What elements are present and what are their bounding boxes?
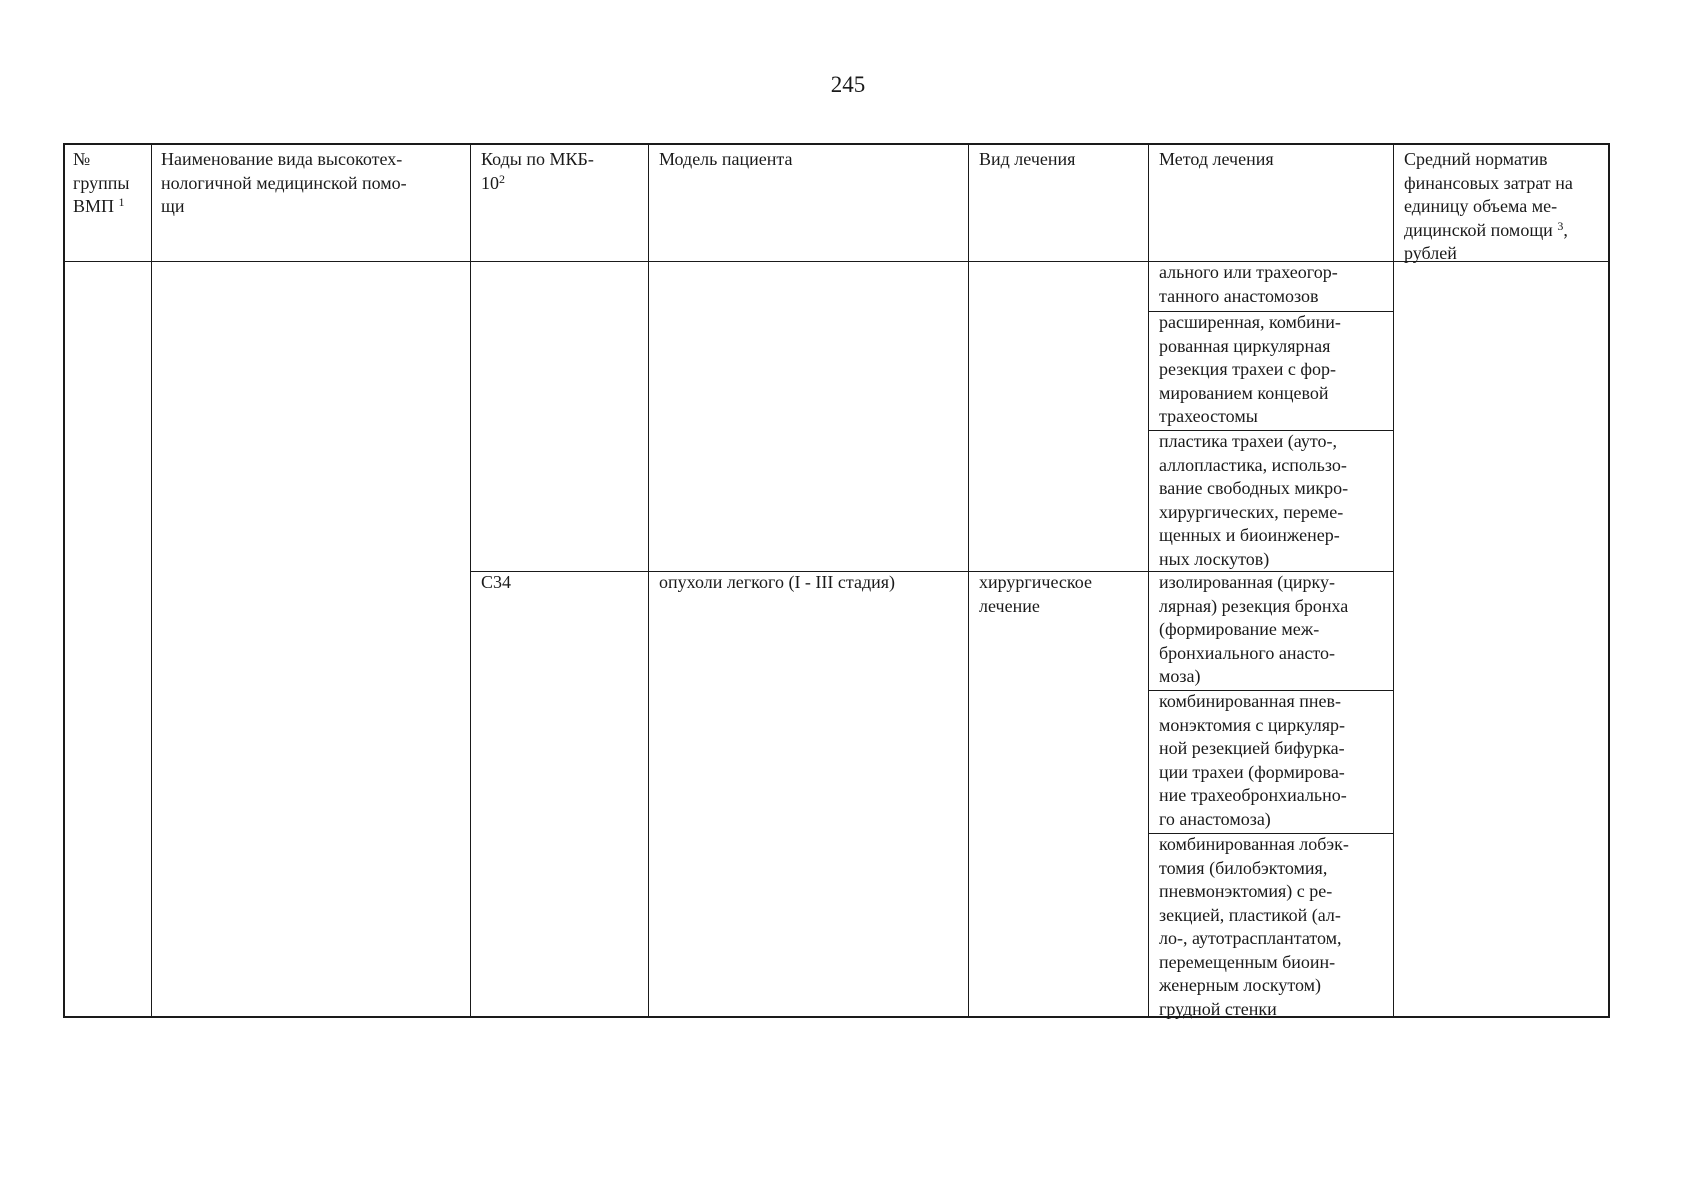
method-cell: пластика трахеи (ауто-, аллопластика, использо- вание свободных микро- хирургических, переме- щенных и биоинженер- ных лоскутов) bbox=[1159, 431, 1349, 569]
footnote-1: 1 bbox=[118, 195, 125, 209]
header-group-no-line: ВМП $^1$ bbox=[73, 195, 125, 216]
method-cell: расширенная, комбини- рованная циркулярная резекция трахеи с фор- мированием концевой трахеостомы bbox=[1159, 312, 1341, 426]
vmp-table bbox=[63, 143, 1610, 1018]
header-patient-model: Модель пациента bbox=[659, 149, 793, 169]
method-cell: изолированная (цирку- лярная) резекция бронха (формирование меж- бронхиального анасто- моза) bbox=[1159, 572, 1349, 686]
header-treatment-method: Метод лечения bbox=[1159, 149, 1274, 169]
col-divider bbox=[470, 145, 471, 1016]
footnote-2: 2 bbox=[499, 171, 505, 186]
page-number: 245 bbox=[830, 72, 866, 97]
header-group-no-line: группы bbox=[73, 172, 130, 193]
method-cell: комбинированная пнев- монэктомия с циркуляр- ной резекцией бифурка- ции трахеи (формирова- ние трахеобронхиально- го анастомоза) bbox=[1159, 691, 1347, 829]
col-divider bbox=[151, 145, 152, 1016]
col-divider bbox=[648, 145, 649, 1016]
header-treatment-type: Вид лечения bbox=[979, 149, 1076, 169]
header-icd-codes: Коды по МКБ- $10^2$ bbox=[481, 149, 594, 193]
col-divider bbox=[1393, 145, 1394, 1016]
treatment-type-c34: хирургическое лечение bbox=[979, 572, 1092, 616]
header-group-no bbox=[73, 148, 130, 219]
method-cell: ального или трахеогор- танного анастомозов bbox=[1159, 262, 1338, 306]
header-divider bbox=[65, 261, 1608, 262]
header-group-no-line: № bbox=[73, 149, 91, 169]
footnote-3: 3 bbox=[1557, 218, 1564, 233]
header-cost-norm: Средний норматив финансовых затрат на единицу объема ме- дицинской помощи $^3$, рублей bbox=[1404, 149, 1573, 263]
method-cell: комбинированная лобэк- томия (билобэктомия, пневмонэктомия) с ре- зекцией, пластикой (ал- ло-, аутотрасплантатом, перемещенным биоин- женерным лоскутом) грудной стенки bbox=[1159, 834, 1349, 1019]
col-divider bbox=[968, 145, 969, 1016]
patient-model-c34: опухоли легкого (I - III стадия) bbox=[659, 572, 896, 592]
header-vmp-name: Наименование вида высокотех- нологичной медицинской помо- щи bbox=[161, 149, 407, 216]
icd-code-c34: С34 bbox=[481, 572, 512, 592]
col-divider bbox=[1148, 145, 1149, 1016]
